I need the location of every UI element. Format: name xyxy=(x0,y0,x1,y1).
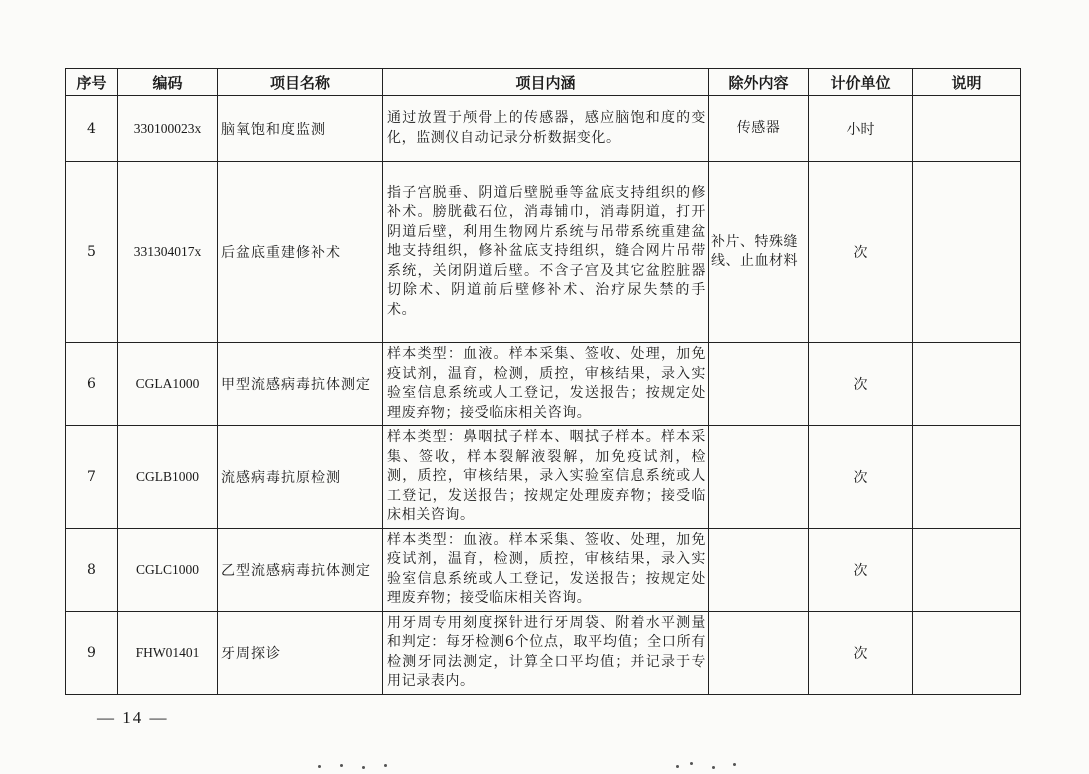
row-item-content: 样本类型：鼻咽拭子样本、咽拭子样本。样本采集、签收，样本裂解液裂解，加免疫试剂，检测，质控，审核结果，录入实验室信息系统或人工登记，发送报告；按规定处理废弃物；接受临床相关咨询。 xyxy=(383,426,709,529)
page-number: — 14 — xyxy=(97,708,169,727)
row-item-name: 甲型流感病毒抗体测定 xyxy=(218,343,383,426)
row-code: CGLB1000 xyxy=(118,426,218,529)
row-index: 4 xyxy=(66,96,118,162)
row-notes xyxy=(913,343,1021,426)
pricing-table xyxy=(65,68,1021,695)
row-exclusions xyxy=(709,426,809,529)
row-index: 9 xyxy=(66,611,118,694)
header-notes: 说明 xyxy=(913,69,1021,96)
row-item-content: 指子宫脱垂、阴道后壁脱垂等盆底支持组织的修补术。膀胱截石位，消毒铺巾，消毒阴道，打开阴道后壁，利用生物网片系统与吊带系统重建盆地支持组织，修补盆底支持组织，缝合网片吊带系统，关闭阴道后壁。不含子宫及其它盆腔脏器切除术、阴道前后壁修补术、治疗尿失禁的手术。 xyxy=(383,162,709,343)
row-item-content: 用牙周专用刻度探针进行牙周袋、附着水平测量和判定：每牙检测6个位点，取平均值；全口所有检测牙同法测定，计算全口平均值；并记录于专用记录表内。 xyxy=(383,611,709,694)
table-row xyxy=(66,162,1021,343)
table-row xyxy=(66,426,1021,529)
row-index: 5 xyxy=(66,162,118,343)
row-code: CGLA1000 xyxy=(118,343,218,426)
row-notes xyxy=(913,162,1021,343)
row-exclusions: 补片、特殊缝线、止血材料 xyxy=(709,162,809,343)
row-notes xyxy=(913,611,1021,694)
row-code: FHW01401 xyxy=(118,611,218,694)
row-pricing-unit: 次 xyxy=(809,343,913,426)
row-pricing-unit: 次 xyxy=(809,611,913,694)
row-code: 331304017x xyxy=(118,162,218,343)
row-item-name: 乙型流感病毒抗体测定 xyxy=(218,528,383,611)
row-notes xyxy=(913,426,1021,529)
row-item-content: 通过放置于颅骨上的传感器，感应脑饱和度的变化，监测仪自动记录分析数据变化。 xyxy=(383,96,709,162)
row-notes xyxy=(913,96,1021,162)
table-row xyxy=(66,528,1021,611)
row-item-name: 牙周探诊 xyxy=(218,611,383,694)
header-code: 编码 xyxy=(118,69,218,96)
row-item-content: 样本类型：血液。样本采集、签收、处理，加免疫试剂，温育，检测，质控，审核结果，录入实验室信息系统或人工登记，发送报告；按规定处理废弃物；接受临床相关咨询。 xyxy=(383,343,709,426)
table-row xyxy=(66,343,1021,426)
header-index: 序号 xyxy=(66,69,118,96)
table-header-row xyxy=(66,69,1021,96)
header-exclusions: 除外内容 xyxy=(709,69,809,96)
header-pricing-unit: 计价单位 xyxy=(809,69,913,96)
row-exclusions xyxy=(709,343,809,426)
table-row xyxy=(66,96,1021,162)
row-exclusions xyxy=(709,528,809,611)
table-row xyxy=(66,611,1021,694)
row-exclusions xyxy=(709,611,809,694)
row-pricing-unit: 小时 xyxy=(809,96,913,162)
row-pricing-unit: 次 xyxy=(809,162,913,343)
row-notes xyxy=(913,528,1021,611)
row-item-content: 样本类型：血液。样本采集、签收、处理，加免疫试剂，温育，检测，质控，审核结果，录入实验室信息系统或人工登记，发送报告；按规定处理废弃物；接受临床相关咨询。 xyxy=(383,528,709,611)
row-pricing-unit: 次 xyxy=(809,528,913,611)
row-item-name: 脑氧饱和度监测 xyxy=(218,96,383,162)
row-code: 330100023x xyxy=(118,96,218,162)
row-code: CGLC1000 xyxy=(118,528,218,611)
row-pricing-unit: 次 xyxy=(809,426,913,529)
header-item-content: 项目内涵 xyxy=(383,69,709,96)
row-index: 8 xyxy=(66,528,118,611)
row-index: 7 xyxy=(66,426,118,529)
scan-noise xyxy=(0,756,1089,774)
row-index: 6 xyxy=(66,343,118,426)
row-item-name: 流感病毒抗原检测 xyxy=(218,426,383,529)
header-item-name: 项目名称 xyxy=(218,69,383,96)
row-item-name: 后盆底重建修补术 xyxy=(218,162,383,343)
row-exclusions: 传感器 xyxy=(709,96,809,162)
